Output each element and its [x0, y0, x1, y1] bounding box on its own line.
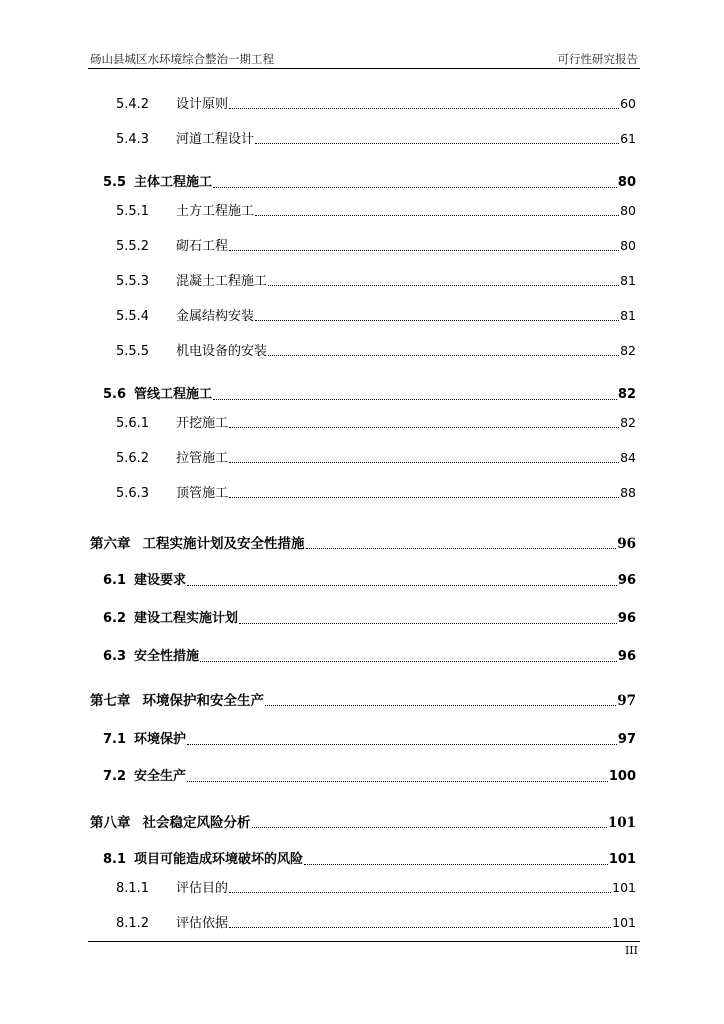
toc-entry-page: 81	[620, 308, 636, 323]
toc-entry-page: 84	[620, 450, 636, 465]
toc-entry-page: 101	[612, 880, 636, 895]
toc-entry[interactable]	[103, 571, 636, 591]
toc-entry-title: 顶管施工	[176, 486, 229, 501]
toc-entry-page: 96	[617, 536, 636, 552]
toc-entry-number: 5.5.5	[116, 344, 150, 359]
toc-entry-title: 工程实施计划及安全性措施	[142, 536, 305, 552]
toc-entry-page: 60	[620, 96, 636, 111]
header-project-title: 砀山县城区水环境综合整治一期工程	[90, 52, 274, 66]
toc-leader-dots	[268, 355, 619, 356]
toc-leader-dots	[265, 705, 616, 706]
toc-leader-dots	[229, 427, 619, 428]
toc-entry[interactable]	[103, 609, 636, 629]
toc-entry-page: 101	[608, 852, 636, 867]
toc-entry[interactable]	[116, 483, 636, 503]
toc-entry-page: 96	[617, 611, 636, 626]
toc-entry-page: 101	[607, 815, 636, 831]
toc-entry-title: 评估依据	[176, 916, 229, 931]
toc-entry-number: 8.1.2	[116, 916, 150, 931]
toc-entry-title: 拉管施工	[176, 451, 229, 466]
toc-entry-title: 金属结构安装	[176, 309, 255, 324]
toc-entry-title: 建设要求	[134, 573, 187, 588]
toc-entry[interactable]	[103, 850, 636, 870]
toc-entry-title: 河道工程设计	[176, 132, 255, 147]
toc-entry-title: 建设工程实施计划	[134, 611, 239, 626]
toc-entry-number: 5.5.4	[116, 309, 150, 324]
toc-entry-number: 5.6.3	[116, 486, 150, 501]
toc-entry-title: 环境保护	[134, 732, 187, 747]
toc-leader-dots	[229, 108, 619, 109]
toc-entry-number: 5.6.1	[116, 416, 150, 431]
toc-entry[interactable]	[116, 94, 636, 114]
toc-entry-title: 社会稳定风险分析	[142, 815, 251, 831]
toc-entry[interactable]	[103, 647, 636, 667]
toc-entry-number: 第七章	[90, 693, 131, 709]
toc-entry[interactable]	[90, 813, 636, 833]
toc-entry-number: 第八章	[90, 815, 131, 831]
toc-entry-page: 101	[612, 915, 636, 930]
toc-entry-page: 80	[620, 203, 636, 218]
toc-entry-title: 机电设备的安装	[176, 344, 268, 359]
toc-leader-dots	[239, 623, 617, 624]
toc-entry-number: 5.6	[103, 387, 127, 402]
toc-leader-dots	[200, 661, 617, 662]
toc-entry-number: 6.3	[103, 649, 127, 664]
toc-leader-dots	[252, 827, 607, 828]
toc-leader-dots	[187, 781, 608, 782]
toc-entry[interactable]	[116, 878, 636, 898]
toc-entry-title: 项目可能造成环境破坏的风险	[134, 852, 304, 867]
toc-entry-number: 5.4.2	[116, 97, 150, 112]
toc-leader-dots	[268, 285, 619, 286]
toc-entry-title: 管线工程施工	[134, 387, 213, 402]
toc-entry-page: 80	[617, 175, 636, 190]
toc-entry-number: 8.1.1	[116, 881, 150, 896]
toc-leader-dots	[306, 548, 617, 549]
toc-leader-dots	[229, 497, 619, 498]
toc-entry[interactable]	[116, 448, 636, 468]
toc-entry[interactable]	[116, 913, 636, 933]
toc-entry-page: 97	[617, 732, 636, 747]
toc-entry-title: 安全性措施	[134, 649, 200, 664]
header-report-type: 可行性研究报告	[557, 52, 638, 66]
toc-leader-dots	[255, 215, 619, 216]
toc-entry-page: 82	[620, 415, 636, 430]
toc-entry-title: 环境保护和安全生产	[142, 693, 264, 709]
toc-entry-page: 96	[617, 649, 636, 664]
toc-leader-dots	[255, 320, 619, 321]
toc-entry-number: 7.1	[103, 732, 127, 747]
toc-entry-title: 混凝土工程施工	[176, 274, 268, 289]
toc-entry-title: 设计原则	[176, 97, 229, 112]
toc-entry[interactable]	[103, 730, 636, 750]
toc-leader-dots	[213, 187, 617, 188]
toc-entry-page: 80	[620, 238, 636, 253]
toc-entry-number: 6.1	[103, 573, 127, 588]
toc-entry-page: 97	[617, 693, 636, 709]
toc-entry[interactable]	[116, 413, 636, 433]
toc-leader-dots	[229, 250, 619, 251]
toc-leader-dots	[213, 399, 617, 400]
toc-leader-dots	[304, 864, 608, 865]
toc-entry-page: 96	[617, 573, 636, 588]
toc-entry-title: 开挖施工	[176, 416, 229, 431]
toc-entry-number: 5.5.1	[116, 204, 150, 219]
toc-entry[interactable]	[116, 236, 636, 256]
toc-entry-number: 第六章	[90, 536, 131, 552]
toc-entry-number: 5.5.2	[116, 239, 150, 254]
toc-entry-page: 82	[617, 387, 636, 402]
toc-entry-number: 5.6.2	[116, 451, 150, 466]
toc-entry[interactable]	[103, 767, 636, 787]
page-number: III	[624, 944, 638, 957]
toc-entry-title: 评估目的	[176, 881, 229, 896]
toc-entry-title: 安全生产	[134, 769, 187, 784]
toc-entry[interactable]	[90, 534, 636, 554]
toc-entry-number: 8.1	[103, 852, 127, 867]
toc-leader-dots	[229, 927, 611, 928]
toc-entry-page: 82	[620, 343, 636, 358]
toc-entry[interactable]	[116, 341, 636, 361]
toc-entry-title: 土方工程施工	[176, 204, 255, 219]
toc-entry-page: 88	[620, 485, 636, 500]
toc-entry-number: 6.2	[103, 611, 127, 626]
toc-entry[interactable]	[103, 173, 636, 193]
toc-entry[interactable]	[116, 306, 636, 326]
toc-entry[interactable]	[116, 271, 636, 291]
toc-leader-dots	[187, 744, 617, 745]
toc-leader-dots	[255, 143, 619, 144]
toc-entry-title: 主体工程施工	[134, 175, 213, 190]
toc-entry[interactable]	[90, 691, 636, 711]
toc-entry-number: 5.5	[103, 175, 127, 190]
page-header	[88, 50, 640, 69]
toc-entry-number: 5.4.3	[116, 132, 150, 147]
toc-entry-title: 砌石工程	[176, 239, 229, 254]
toc-entry[interactable]	[116, 201, 636, 221]
toc-leader-dots	[187, 585, 617, 586]
toc-entry-page: 100	[608, 769, 636, 784]
toc-entry-number: 5.5.3	[116, 274, 150, 289]
toc-entry-number: 7.2	[103, 769, 127, 784]
toc-leader-dots	[229, 892, 611, 893]
toc-entry-page: 81	[620, 273, 636, 288]
toc-entry[interactable]	[116, 129, 636, 149]
toc-entry[interactable]	[103, 385, 636, 405]
toc-entry-page: 61	[620, 131, 636, 146]
toc-leader-dots	[229, 462, 619, 463]
footer-divider	[88, 941, 640, 942]
